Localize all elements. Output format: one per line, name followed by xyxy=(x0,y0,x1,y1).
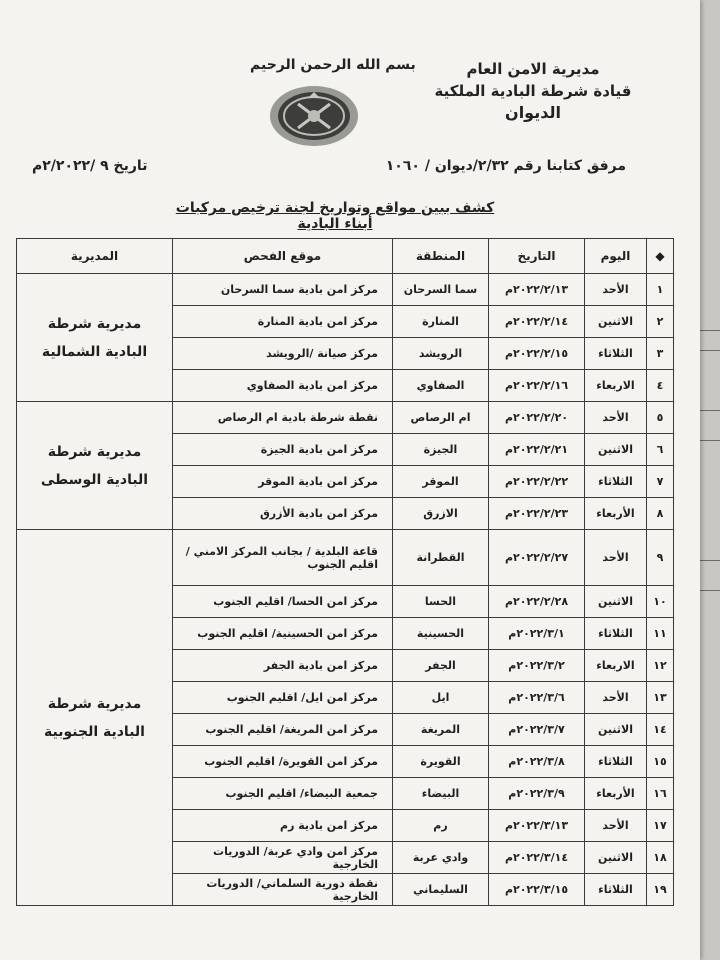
row-day: الاثنين xyxy=(585,842,647,874)
basmala: بسم الله الرحمن الرحيم xyxy=(250,57,416,73)
row-area: القويرة xyxy=(393,746,489,778)
row-date: ٢٠٢٢/٣/١٥م xyxy=(489,874,585,906)
row-site: قاعة البلدية / بجانب المركز الامني / اقليم الجنوب xyxy=(173,530,393,586)
row-number: ٨ xyxy=(647,498,674,530)
row-day: الأربعاء xyxy=(585,778,647,810)
table-row xyxy=(17,530,674,586)
row-date: ٢٠٢٢/٣/٢م xyxy=(489,650,585,682)
row-area: الجفر xyxy=(393,650,489,682)
row-directorate: مديرية شرطة البادية الجنوبية xyxy=(17,530,173,906)
row-site: مركز امن وادي عربة/ الدوريات الخارجية xyxy=(173,842,393,874)
row-site: مركز امن بادية الجفر xyxy=(173,650,393,682)
table-body xyxy=(17,274,674,906)
column-header-number: ◆ xyxy=(647,239,674,274)
row-date: ٢٠٢٢/٢/٢٧م xyxy=(489,530,585,586)
row-area: الرويشد xyxy=(393,338,489,370)
row-date: ٢٠٢٢/٢/١٤م xyxy=(489,306,585,338)
row-date: ٢٠٢٢/٣/٦م xyxy=(489,682,585,714)
row-site: مركز امن ايل/ اقليم الجنوب xyxy=(173,682,393,714)
row-date: ٢٠٢٢/٢/٢٨م xyxy=(489,586,585,618)
row-number: ٣ xyxy=(647,338,674,370)
row-area: الصفاوي xyxy=(393,370,489,402)
row-day: الاثنين xyxy=(585,586,647,618)
police-emblem-icon xyxy=(268,84,360,148)
letterhead-line2: قيادة شرطة البادية الملكية xyxy=(434,82,632,100)
row-number: ١٢ xyxy=(647,650,674,682)
row-area: الحسا xyxy=(393,586,489,618)
row-site: مركز امن الحسا/ اقليم الجنوب xyxy=(173,586,393,618)
row-site: مركز امن المريغة/ اقليم الجنوب xyxy=(173,714,393,746)
row-number: ٦ xyxy=(647,434,674,466)
row-date: ٢٠٢٢/٣/١٣م xyxy=(489,810,585,842)
row-area: السليماني xyxy=(393,874,489,906)
row-day: الاثنين xyxy=(585,434,647,466)
row-day: الثلاثاء xyxy=(585,618,647,650)
column-header-day: اليوم xyxy=(585,239,647,274)
row-date: ٢٠٢٢/٢/٢٣م xyxy=(489,498,585,530)
row-area: ايل xyxy=(393,682,489,714)
row-area: ام الرصاص xyxy=(393,402,489,434)
row-site: مركز امن بادية المنارة xyxy=(173,306,393,338)
row-area: الازرق xyxy=(393,498,489,530)
row-number: ١٠ xyxy=(647,586,674,618)
column-header-date: التاريخ xyxy=(489,239,585,274)
row-date: ٢٠٢٢/٢/١٥م xyxy=(489,338,585,370)
row-day: الأحد xyxy=(585,274,647,306)
row-number: ١٨ xyxy=(647,842,674,874)
row-number: ١٥ xyxy=(647,746,674,778)
row-area: البيضاء xyxy=(393,778,489,810)
row-number: ٩ xyxy=(647,530,674,586)
row-area: الموقر xyxy=(393,466,489,498)
row-day: الثلاثاء xyxy=(585,874,647,906)
row-site: مركز امن القويرة/ اقليم الجنوب xyxy=(173,746,393,778)
row-area: القطرانة xyxy=(393,530,489,586)
row-site: مركز امن بادية الموقر xyxy=(173,466,393,498)
row-directorate: مديرية شرطة البادية الشمالية xyxy=(17,274,173,402)
row-date: ٢٠٢٢/٢/٢٠م xyxy=(489,402,585,434)
letter-date: تاريخ ٩ /٢/٢٠٢٢م xyxy=(32,158,148,174)
row-date: ٢٠٢٢/٣/٨م xyxy=(489,746,585,778)
table-row xyxy=(17,402,674,434)
row-date: ٢٠٢٢/٣/١م xyxy=(489,618,585,650)
row-date: ٢٠٢٢/٢/١٦م xyxy=(489,370,585,402)
table-header-row xyxy=(17,239,674,274)
row-directorate: مديرية شرطة البادية الوسطى xyxy=(17,402,173,530)
row-site: مركز امن بادية الصفاوي xyxy=(173,370,393,402)
row-date: ٢٠٢٢/٣/٧م xyxy=(489,714,585,746)
row-site: مركز امن بادية رم xyxy=(173,810,393,842)
row-site: مركز امن بادية الأزرق xyxy=(173,498,393,530)
letterhead-line1: مديرية الامن العام xyxy=(466,60,600,78)
row-day: الأحد xyxy=(585,530,647,586)
row-area: وادي عربة xyxy=(393,842,489,874)
row-date: ٢٠٢٢/٢/١٣م xyxy=(489,274,585,306)
letterhead xyxy=(428,58,638,124)
column-header-site: موقع الفحص xyxy=(173,239,393,274)
row-day: الثلاثاء xyxy=(585,746,647,778)
row-area: رم xyxy=(393,810,489,842)
row-area: المريغة xyxy=(393,714,489,746)
row-day: الاربعاء xyxy=(585,370,647,402)
row-number: ١٣ xyxy=(647,682,674,714)
row-day: الثلاثاء xyxy=(585,338,647,370)
row-number: ١٧ xyxy=(647,810,674,842)
letterhead-line3: الديوان xyxy=(505,103,561,122)
document-title: كشف ببين مواقع وتواريخ لجنة ترخيص مركبات أبناء البادية xyxy=(175,200,495,232)
row-number: ١٤ xyxy=(647,714,674,746)
row-date: ٢٠٢٢/٣/٩م xyxy=(489,778,585,810)
row-number: ٤ xyxy=(647,370,674,402)
row-day: الأحد xyxy=(585,402,647,434)
row-day: الاثنين xyxy=(585,306,647,338)
row-site: نقطة شرطة بادية ام الرصاص xyxy=(173,402,393,434)
table-row xyxy=(17,274,674,306)
row-number: ٧ xyxy=(647,466,674,498)
row-number: ٢ xyxy=(647,306,674,338)
row-date: ٢٠٢٢/٢/٢١م xyxy=(489,434,585,466)
column-header-area: المنطقة xyxy=(393,239,489,274)
row-number: ١٩ xyxy=(647,874,674,906)
row-number: ١١ xyxy=(647,618,674,650)
row-day: الأربعاء xyxy=(585,498,647,530)
row-day: الاربعاء xyxy=(585,650,647,682)
row-day: الأحد xyxy=(585,682,647,714)
row-date: ٢٠٢٢/٢/٢٢م xyxy=(489,466,585,498)
row-site: مركز امن بادية الجيزة xyxy=(173,434,393,466)
row-site: جمعية البيضاء/ اقليم الجنوب xyxy=(173,778,393,810)
column-header-directorate: المديرية xyxy=(17,239,173,274)
row-site: مركز امن الحسينية/ اقليم الجنوب xyxy=(173,618,393,650)
row-area: المنارة xyxy=(393,306,489,338)
row-date: ٢٠٢٢/٣/١٤م xyxy=(489,842,585,874)
row-day: الثلاثاء xyxy=(585,466,647,498)
schedule-table xyxy=(16,238,674,906)
row-site: مركز امن بادية سما السرحان xyxy=(173,274,393,306)
row-site: مركز صيانة /الرويشد xyxy=(173,338,393,370)
row-day: الأحد xyxy=(585,810,647,842)
row-site: نقطة دورية السلماني/ الدوريات الخارجية xyxy=(173,874,393,906)
row-area: الجيزة xyxy=(393,434,489,466)
row-number: ١٦ xyxy=(647,778,674,810)
row-number: ٥ xyxy=(647,402,674,434)
row-day: الاثنين xyxy=(585,714,647,746)
row-area: سما السرحان xyxy=(393,274,489,306)
reference-number: مرفق كتابنا رقم ٢/٣٢/ديوان / ١٠٦٠ xyxy=(385,158,626,174)
row-number: ١ xyxy=(647,274,674,306)
row-area: الحسينية xyxy=(393,618,489,650)
